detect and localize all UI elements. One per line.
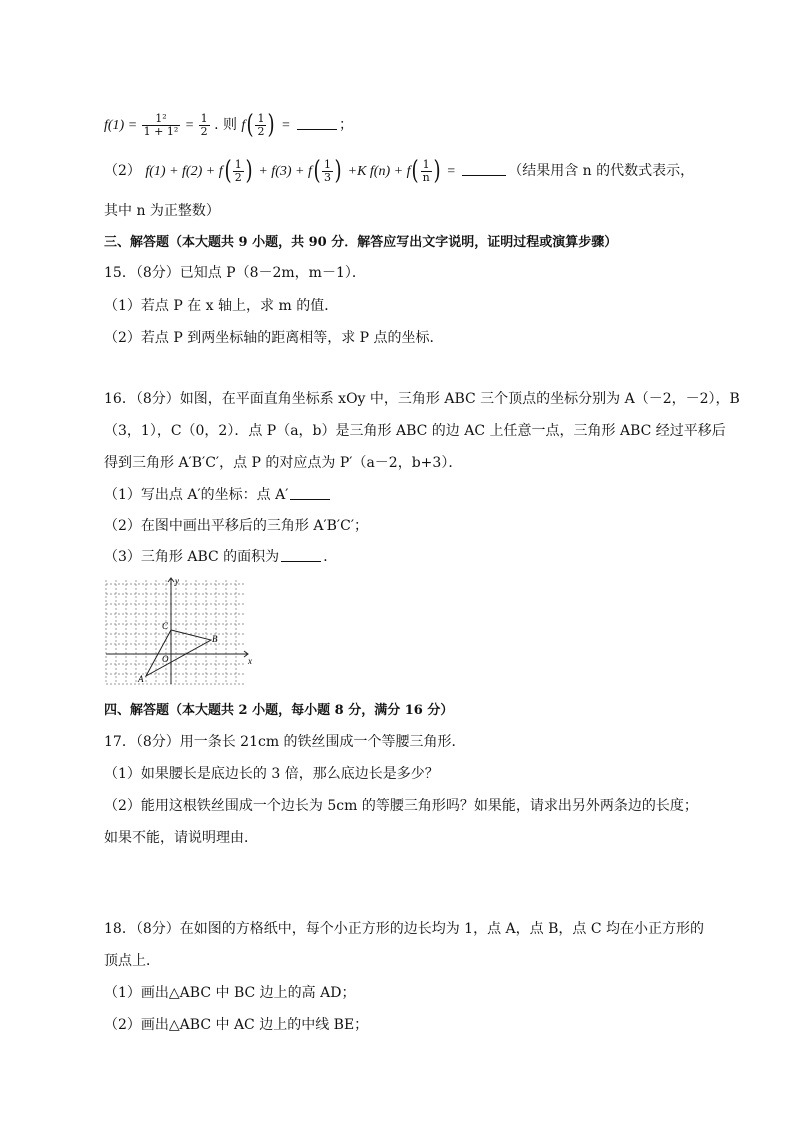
q14-expr-b: + f(3) + f	[258, 164, 312, 179]
q18-stem-1: 18．（8分）在如图的方格纸中，每个小正方形的边长均为 1，点 A，点 B，点 C 均在小正方形的	[104, 921, 704, 937]
label-b: B	[212, 634, 218, 644]
q14-answer-blank-1[interactable]	[297, 117, 337, 130]
q17-part2a: （2）能用这根铁丝围成一个边长为 5cm 的等腰三角形吗？如果能，请求出另外两条边的长度；	[104, 798, 698, 814]
q17-part2b: 如果不能，请说明理由．	[104, 830, 258, 846]
q16-stem-1: 16．（8分）如图，在平面直角坐标系 xOy 中，三角形 ABC 三个顶点的坐标分别为 A（－2，－2），B	[104, 391, 740, 407]
q14-f: f	[241, 118, 246, 133]
q14-arg2-den: 3	[324, 170, 332, 184]
label-c: C	[162, 621, 169, 631]
q14-eq3: =	[446, 164, 456, 179]
q14-end: ；	[338, 117, 353, 133]
q16-part3-text: （3）三角形 ABC 的面积为	[104, 549, 280, 565]
q16-stem-3: 得到三角形 A′B′C′，点 P 的对应点为 P′（a－2，b+3）．	[104, 455, 463, 471]
q16-grid-svg	[104, 576, 252, 686]
q14-part1: f(1) = $\frac{\text{1²}}{\text{1 + 1²}}$ = $\frac{1}{2}$ . 则 f( $\frac{1}{2}$ ) = ；	[104, 110, 353, 140]
q14-arg3-num: 1	[421, 159, 432, 172]
q14-arg1-den: 2	[234, 170, 242, 184]
q14-expr-c: +K f(n) + f	[347, 164, 411, 179]
q14-part2-label: （2）	[104, 163, 141, 179]
q16-part3-end: ．	[323, 549, 338, 565]
q14-f1-prefix: f(1) =	[104, 118, 138, 133]
q14-arg2-num: 1	[324, 157, 332, 171]
q14-eq: =	[184, 118, 195, 133]
section4-heading: 四、解答题（本大题共 2 小题，每小题 8 分，满分 16 分）	[104, 703, 454, 718]
x-axis-label: x	[248, 656, 252, 666]
q15-stem: 15．（8分）已知点 P（8－2m，m－1）．	[104, 265, 366, 281]
q15-part2: （2）若点 P 到两坐标轴的距离相等，求 P 点的坐标．	[104, 330, 444, 346]
grid-lines	[106, 580, 244, 684]
q14-note: （结果用含 n 的代数式表示，	[508, 163, 695, 179]
q18-part1: （1）画出△ABC 中 BC 边上的高 AD；	[104, 985, 356, 1001]
q16-part2: （2）在图中画出平移后的三角形 A′B′C′；	[104, 518, 369, 534]
q14-then: . 则	[214, 117, 237, 133]
q16-part1	[104, 486, 332, 504]
q14-arg1	[233, 159, 244, 184]
q14-answer-blank-2[interactable]	[462, 163, 506, 176]
q18-stem-2: 顶点上．	[104, 953, 160, 969]
q14-half	[199, 113, 210, 138]
label-origin: O	[162, 654, 169, 664]
q14-eq2: =	[281, 118, 291, 133]
q18-part2: （2）画出△ABC 中 AC 边上的中线 BE；	[104, 1017, 369, 1033]
q16-part3	[104, 548, 337, 566]
q14-arg-den: 2	[257, 124, 265, 138]
q16-answer-blank-2[interactable]	[281, 549, 321, 562]
q16-part1-text: （1）写出点 A′的坐标：点 A′	[104, 487, 289, 503]
q14-half-den: 2	[200, 124, 208, 138]
q14-arg1-num: 1	[234, 157, 242, 171]
q14-arg-num: 1	[257, 111, 265, 125]
q14-arg	[255, 113, 266, 138]
q16-coordinate-figure	[104, 576, 252, 690]
q14-expr-a: f(1) + f(2) + f	[145, 164, 223, 179]
y-axis-label: y	[175, 576, 179, 586]
q14-arg3-den: n	[422, 170, 430, 184]
q14-note2: 其中 n 为正整数）	[104, 203, 220, 219]
q17-part1: （1）如果腰长是底边长的 3 倍，那么底边长是多少？	[104, 766, 439, 782]
q17-stem: 17．（8分）用一条长 21cm 的铁丝围成一个等腰三角形．	[104, 734, 466, 750]
section3-heading: 三、解答题（本大题共 9 小题，共 90 分．解答应写出文字说明，证明过程或演算步骤）	[104, 235, 618, 250]
q14-fraction	[142, 113, 181, 138]
q14-half-num: 1	[200, 111, 208, 125]
q16-answer-blank-1[interactable]	[290, 487, 330, 500]
q14-part2: （2） f(1) + f(2) + f( $\frac{1}{2}$ ) + f(3) + f( $\frac{1}{3}$ ) +K f(n) + f( $\frac{1}{n}$ ) = （结果用含 n 的代数式表示，	[104, 156, 695, 186]
q14-arg2	[322, 159, 333, 184]
q16-stem-2: （3，1），C（0，2）．点 P（a，b）是三角形 ABC 的边 AC 上任意一点，三角形 ABC 经过平移后	[104, 423, 726, 439]
q14-frac-den: 1 + 1²	[143, 124, 179, 138]
q14-frac-num: 1²	[142, 113, 181, 126]
q14-arg3	[421, 159, 432, 184]
label-a: A	[138, 674, 144, 684]
q15-part1: （1）若点 P 在 x 轴上，求 m 的值．	[104, 298, 339, 314]
